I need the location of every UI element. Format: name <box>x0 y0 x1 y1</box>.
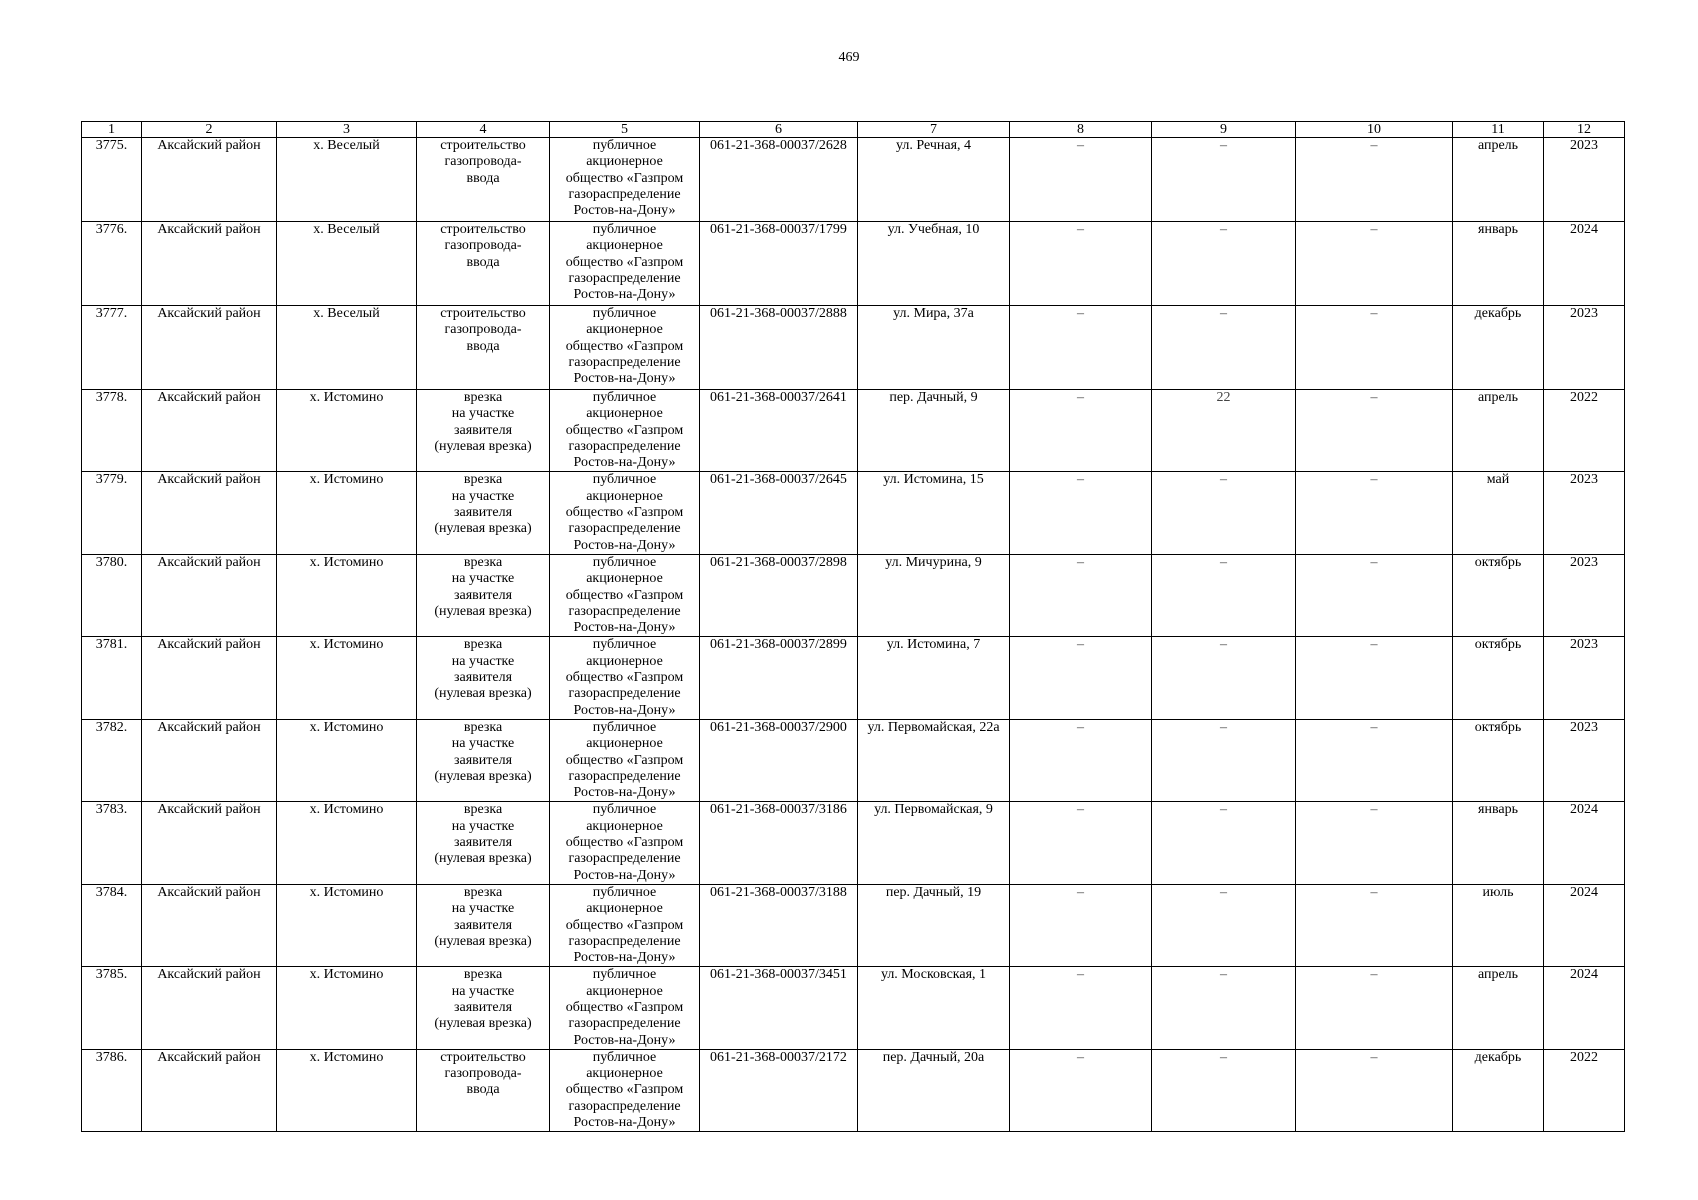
column-header: 8 <box>1010 122 1152 138</box>
address-cell: пер. Дачный, 20а <box>858 1049 1010 1131</box>
month-cell: апрель <box>1453 390 1544 472</box>
column-9-cell: – <box>1152 884 1296 966</box>
row-number: 3780. <box>82 554 142 636</box>
table-row <box>82 554 1625 636</box>
address-cell: ул. Московская, 1 <box>858 967 1010 1049</box>
column-number-row <box>82 122 1625 138</box>
column-10-cell: – <box>1296 884 1453 966</box>
page-number: 469 <box>838 50 860 65</box>
column-9-cell: – <box>1152 222 1296 306</box>
district-cell: Аксайский район <box>142 390 277 472</box>
column-9-cell: – <box>1152 1049 1296 1131</box>
column-header: 10 <box>1296 122 1453 138</box>
row-number: 3785. <box>82 967 142 1049</box>
column-8-cell: – <box>1010 719 1152 801</box>
address-cell: ул. Истомина, 7 <box>858 637 1010 719</box>
address-cell: пер. Дачный, 9 <box>858 390 1010 472</box>
row-number: 3782. <box>82 719 142 801</box>
row-number: 3776. <box>82 222 142 306</box>
district-cell: Аксайский район <box>142 1049 277 1131</box>
locality-cell: х. Истомино <box>277 637 417 719</box>
year-cell: 2024 <box>1544 967 1625 1049</box>
table-row <box>82 884 1625 966</box>
district-cell: Аксайский район <box>142 719 277 801</box>
work-type-cell: врезка на участке заявителя (нулевая врезка) <box>417 472 550 554</box>
column-header: 9 <box>1152 122 1296 138</box>
year-cell: 2024 <box>1544 222 1625 306</box>
organization-cell: публичное акционерное общество «Газпром газораспределение Ростов-на-Дону» <box>550 1049 700 1131</box>
column-8-cell: – <box>1010 222 1152 306</box>
application-code-cell: 061-21-368-00037/1799 <box>700 222 858 306</box>
address-cell: ул. Первомайская, 22а <box>858 719 1010 801</box>
column-header: 6 <box>700 122 858 138</box>
column-header: 4 <box>417 122 550 138</box>
district-cell: Аксайский район <box>142 637 277 719</box>
address-cell: пер. Дачный, 19 <box>858 884 1010 966</box>
locality-cell: х. Истомино <box>277 802 417 884</box>
month-cell: декабрь <box>1453 1049 1544 1131</box>
table-row <box>82 802 1625 884</box>
locality-cell: х. Истомино <box>277 390 417 472</box>
work-type-cell: строительство газопровода- ввода <box>417 222 550 306</box>
table-row <box>82 719 1625 801</box>
organization-cell: публичное акционерное общество «Газпром газораспределение Ростов-на-Дону» <box>550 884 700 966</box>
organization-cell: публичное акционерное общество «Газпром газораспределение Ростов-на-Дону» <box>550 222 700 306</box>
organization-cell: публичное акционерное общество «Газпром газораспределение Ростов-на-Дону» <box>550 138 700 222</box>
application-code-cell: 061-21-368-00037/2899 <box>700 637 858 719</box>
table-row <box>82 390 1625 472</box>
column-10-cell: – <box>1296 719 1453 801</box>
row-number: 3777. <box>82 306 142 390</box>
year-cell: 2023 <box>1544 472 1625 554</box>
column-8-cell: – <box>1010 138 1152 222</box>
locality-cell: х. Истомино <box>277 1049 417 1131</box>
column-10-cell: – <box>1296 1049 1453 1131</box>
address-cell: ул. Речная, 4 <box>858 138 1010 222</box>
row-number: 3779. <box>82 472 142 554</box>
year-cell: 2024 <box>1544 884 1625 966</box>
locality-cell: х. Веселый <box>277 222 417 306</box>
column-8-cell: – <box>1010 802 1152 884</box>
work-type-cell: врезка на участке заявителя (нулевая врезка) <box>417 390 550 472</box>
locality-cell: х. Истомино <box>277 884 417 966</box>
column-8-cell: – <box>1010 637 1152 719</box>
column-10-cell: – <box>1296 967 1453 1049</box>
district-cell: Аксайский район <box>142 222 277 306</box>
column-header: 1 <box>82 122 142 138</box>
organization-cell: публичное акционерное общество «Газпром газораспределение Ростов-на-Дону» <box>550 637 700 719</box>
month-cell: июль <box>1453 884 1544 966</box>
table-row <box>82 637 1625 719</box>
column-10-cell: – <box>1296 554 1453 636</box>
column-header: 7 <box>858 122 1010 138</box>
month-cell: апрель <box>1453 138 1544 222</box>
organization-cell: публичное акционерное общество «Газпром газораспределение Ростов-на-Дону» <box>550 802 700 884</box>
column-header: 5 <box>550 122 700 138</box>
column-10-cell: – <box>1296 138 1453 222</box>
work-type-cell: врезка на участке заявителя (нулевая врезка) <box>417 967 550 1049</box>
year-cell: 2023 <box>1544 306 1625 390</box>
work-type-cell: врезка на участке заявителя (нулевая врезка) <box>417 637 550 719</box>
row-number: 3786. <box>82 1049 142 1131</box>
table-row <box>82 306 1625 390</box>
column-10-cell: – <box>1296 802 1453 884</box>
address-cell: ул. Первомайская, 9 <box>858 802 1010 884</box>
column-header: 3 <box>277 122 417 138</box>
locality-cell: х. Истомино <box>277 472 417 554</box>
locality-cell: х. Истомино <box>277 719 417 801</box>
organization-cell: публичное акционерное общество «Газпром газораспределение Ростов-на-Дону» <box>550 390 700 472</box>
district-cell: Аксайский район <box>142 138 277 222</box>
address-cell: ул. Мира, 37а <box>858 306 1010 390</box>
registry-body <box>82 138 1625 1132</box>
column-10-cell: – <box>1296 472 1453 554</box>
application-code-cell: 061-21-368-00037/3188 <box>700 884 858 966</box>
month-cell: октябрь <box>1453 554 1544 636</box>
application-code-cell: 061-21-368-00037/2641 <box>700 390 858 472</box>
column-9-cell: – <box>1152 472 1296 554</box>
row-number: 3781. <box>82 637 142 719</box>
row-number: 3783. <box>82 802 142 884</box>
work-type-cell: строительство газопровода- ввода <box>417 138 550 222</box>
work-type-cell: врезка на участке заявителя (нулевая врезка) <box>417 884 550 966</box>
application-code-cell: 061-21-368-00037/2888 <box>700 306 858 390</box>
application-code-cell: 061-21-368-00037/3186 <box>700 802 858 884</box>
column-8-cell: – <box>1010 390 1152 472</box>
organization-cell: публичное акционерное общество «Газпром газораспределение Ростов-на-Дону» <box>550 719 700 801</box>
table-row <box>82 472 1625 554</box>
column-8-cell: – <box>1010 306 1152 390</box>
registry-table <box>81 121 1625 1132</box>
table-row <box>82 967 1625 1049</box>
organization-cell: публичное акционерное общество «Газпром газораспределение Ростов-на-Дону» <box>550 554 700 636</box>
month-cell: январь <box>1453 802 1544 884</box>
column-9-cell: – <box>1152 554 1296 636</box>
locality-cell: х. Истомино <box>277 967 417 1049</box>
month-cell: декабрь <box>1453 306 1544 390</box>
row-number: 3778. <box>82 390 142 472</box>
column-10-cell: – <box>1296 222 1453 306</box>
column-9-cell: – <box>1152 306 1296 390</box>
year-cell: 2023 <box>1544 138 1625 222</box>
table-row <box>82 222 1625 306</box>
column-9-cell: – <box>1152 719 1296 801</box>
application-code-cell: 061-21-368-00037/2645 <box>700 472 858 554</box>
district-cell: Аксайский район <box>142 472 277 554</box>
year-cell: 2022 <box>1544 1049 1625 1131</box>
district-cell: Аксайский район <box>142 306 277 390</box>
year-cell: 2024 <box>1544 802 1625 884</box>
row-number: 3784. <box>82 884 142 966</box>
year-cell: 2022 <box>1544 390 1625 472</box>
table-row <box>82 1049 1625 1131</box>
column-10-cell: – <box>1296 637 1453 719</box>
column-9-cell: – <box>1152 637 1296 719</box>
column-8-cell: – <box>1010 884 1152 966</box>
column-8-cell: – <box>1010 554 1152 636</box>
address-cell: ул. Учебная, 10 <box>858 222 1010 306</box>
column-8-cell: – <box>1010 472 1152 554</box>
month-cell: апрель <box>1453 967 1544 1049</box>
address-cell: ул. Мичурина, 9 <box>858 554 1010 636</box>
column-9-cell: – <box>1152 967 1296 1049</box>
locality-cell: х. Истомино <box>277 554 417 636</box>
year-cell: 2023 <box>1544 719 1625 801</box>
district-cell: Аксайский район <box>142 554 277 636</box>
district-cell: Аксайский район <box>142 967 277 1049</box>
month-cell: январь <box>1453 222 1544 306</box>
column-9-cell: – <box>1152 802 1296 884</box>
column-header: 12 <box>1544 122 1625 138</box>
year-cell: 2023 <box>1544 554 1625 636</box>
column-9-cell: 22 <box>1152 390 1296 472</box>
column-8-cell: – <box>1010 1049 1152 1131</box>
column-10-cell: – <box>1296 306 1453 390</box>
application-code-cell: 061-21-368-00037/3451 <box>700 967 858 1049</box>
column-10-cell: – <box>1296 390 1453 472</box>
application-code-cell: 061-21-368-00037/2900 <box>700 719 858 801</box>
work-type-cell: строительство газопровода- ввода <box>417 1049 550 1131</box>
organization-cell: публичное акционерное общество «Газпром газораспределение Ростов-на-Дону» <box>550 472 700 554</box>
work-type-cell: врезка на участке заявителя (нулевая врезка) <box>417 554 550 636</box>
application-code-cell: 061-21-368-00037/2172 <box>700 1049 858 1131</box>
address-cell: ул. Истомина, 15 <box>858 472 1010 554</box>
month-cell: май <box>1453 472 1544 554</box>
district-cell: Аксайский район <box>142 802 277 884</box>
work-type-cell: строительство газопровода- ввода <box>417 306 550 390</box>
table-row <box>82 138 1625 222</box>
district-cell: Аксайский район <box>142 884 277 966</box>
application-code-cell: 061-21-368-00037/2628 <box>700 138 858 222</box>
year-cell: 2023 <box>1544 637 1625 719</box>
column-header: 11 <box>1453 122 1544 138</box>
work-type-cell: врезка на участке заявителя (нулевая врезка) <box>417 719 550 801</box>
month-cell: октябрь <box>1453 637 1544 719</box>
work-type-cell: врезка на участке заявителя (нулевая врезка) <box>417 802 550 884</box>
column-header: 2 <box>142 122 277 138</box>
organization-cell: публичное акционерное общество «Газпром газораспределение Ростов-на-Дону» <box>550 306 700 390</box>
column-8-cell: – <box>1010 967 1152 1049</box>
application-code-cell: 061-21-368-00037/2898 <box>700 554 858 636</box>
month-cell: октябрь <box>1453 719 1544 801</box>
row-number: 3775. <box>82 138 142 222</box>
column-9-cell: – <box>1152 138 1296 222</box>
organization-cell: публичное акционерное общество «Газпром газораспределение Ростов-на-Дону» <box>550 967 700 1049</box>
locality-cell: х. Веселый <box>277 306 417 390</box>
locality-cell: х. Веселый <box>277 138 417 222</box>
